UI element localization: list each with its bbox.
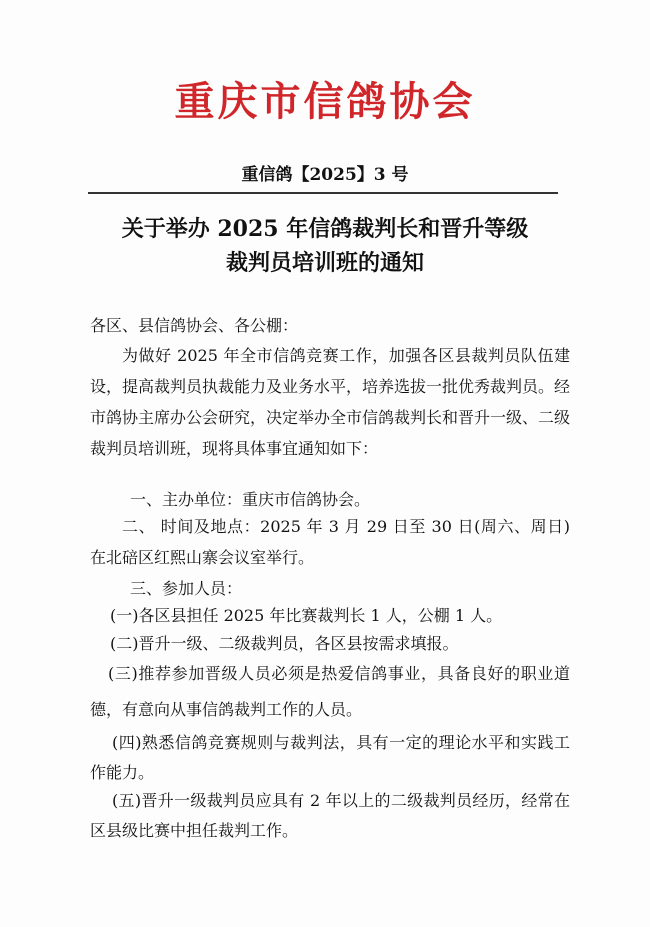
- participants-item-1: (一)各区县担任 2025 年比赛裁判长 1 人，公棚 1 人。: [110, 606, 503, 625]
- document-number: 重信鸽【2025】3 号: [241, 165, 409, 185]
- notice-title-line-2: 裁判员培训班的通知: [225, 250, 424, 276]
- notice-title-line-1: 关于举办 2025 年信鸽裁判长和晋升等级: [121, 216, 529, 242]
- participants-item-5: (五)晋升一级裁判员应具有 2 年以上的二级裁判员经历，经常在区县级比赛中担任裁判工作。: [90, 791, 570, 840]
- section-organizer: 一、主办单位：重庆市信鸽协会。: [130, 490, 371, 509]
- notice-title: [0, 212, 650, 280]
- participants-item-4: (四)熟悉信鸽竞赛规则与裁判法，具有一定的理论水平和实践工作能力。: [90, 733, 570, 782]
- participants-item-3: (三)推荐参加晋级人员必须是热爱信鸽事业，具备良好的职业道德，有意向从事信鸽裁判工作的人员。: [90, 664, 570, 719]
- salutation: 各区、县信鸽协会、各公棚：: [90, 316, 299, 335]
- header-divider: [88, 192, 558, 194]
- section-participants: 三、参加人员：: [130, 579, 243, 598]
- organization-title: 重庆市信鸽协会: [174, 79, 476, 125]
- section-time-location: 二、 时间及地点：2025 年 3 月 29 日至 30 日(周六、周日)在北碚区红熙山寨会议室举行。: [90, 517, 570, 567]
- intro-paragraph: 为做好 2025 年全市信鸽竞赛工作，加强各区县裁判员队伍建设，提高裁判员执裁能力及业务水平，培养选拔一批优秀裁判员。经市鸽协主席办公会研究，决定举办全市信鸽裁判长和晋升一级、二级裁判员培训班，现将具体事宜通知如下：: [90, 346, 571, 458]
- participants-item-2: (二)晋升一级、二级裁判员，各区县按需求填报。: [110, 634, 459, 653]
